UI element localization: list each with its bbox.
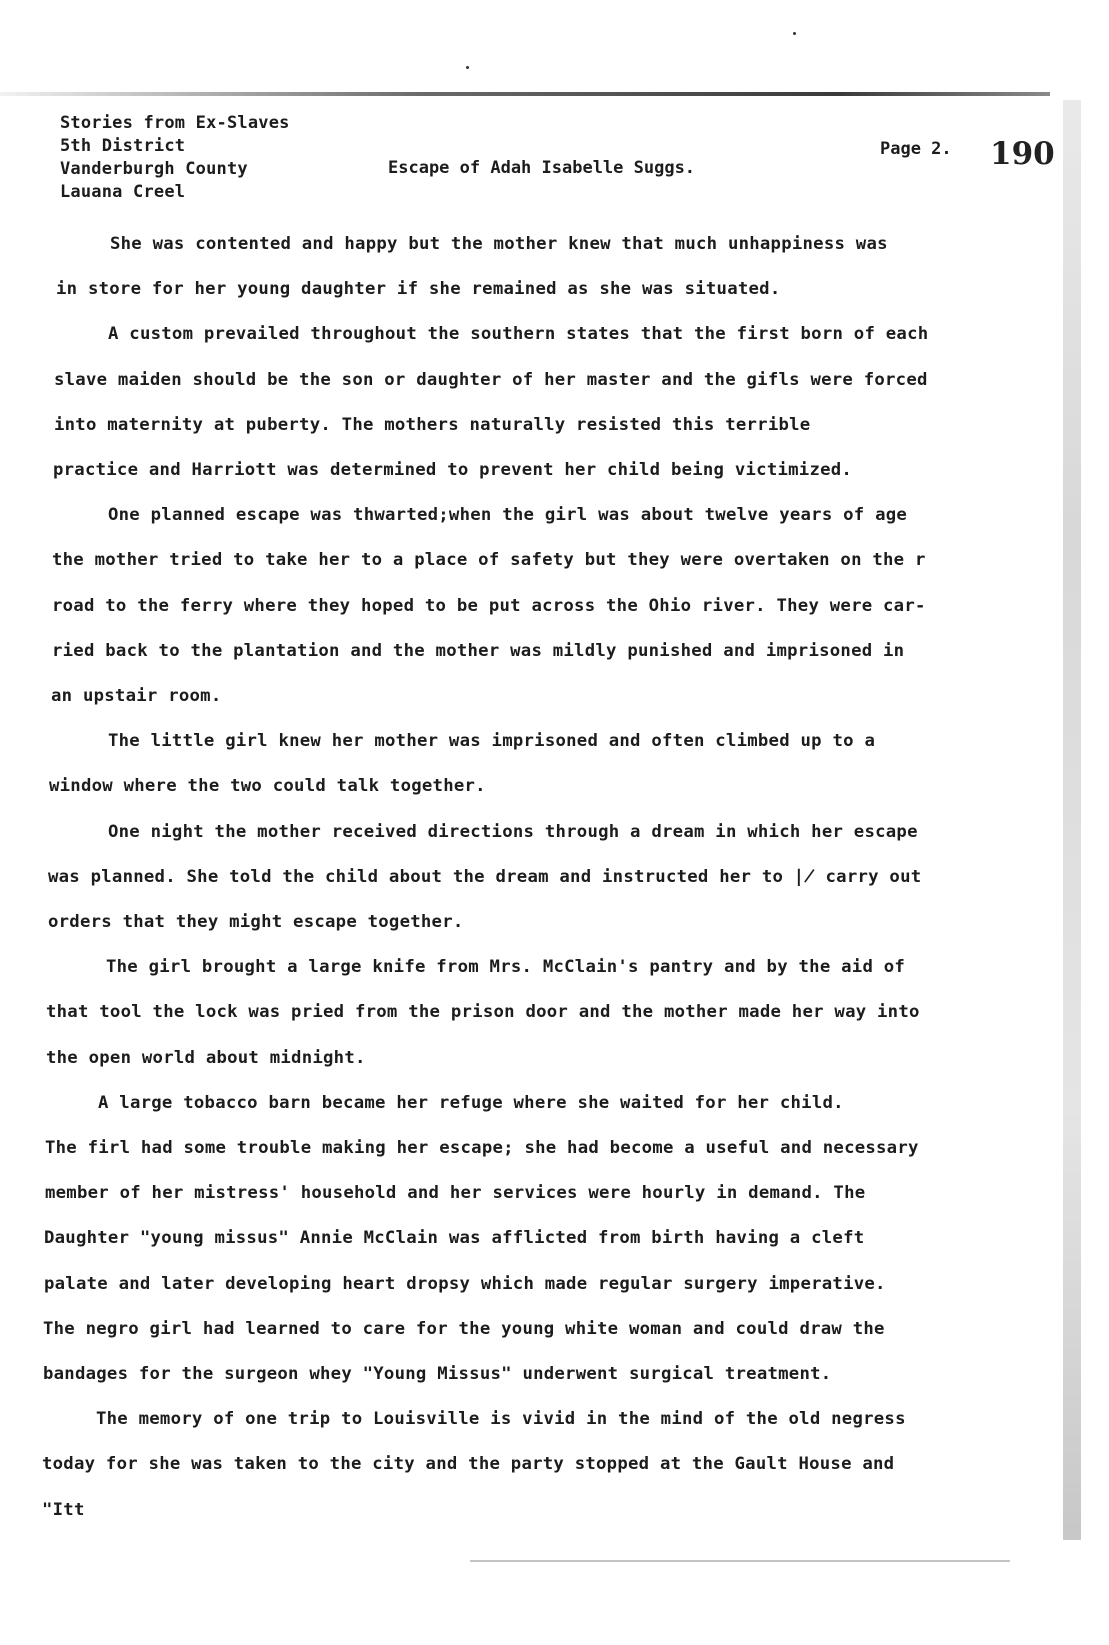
text-line: The little girl knew her mother was imprisoned and often climbed up to a bbox=[108, 731, 876, 752]
text-line: bandages for the surgeon whey "Young Missus" underwent surgical treatment. bbox=[43, 1364, 832, 1385]
text-line: slave maiden should be the son or daughter of her master and the gifls were forced bbox=[54, 369, 928, 390]
text-line: palate and later developing heart dropsy which made regular surgery imperative. bbox=[44, 1273, 886, 1294]
scan-speck bbox=[793, 32, 796, 35]
page-number-label: Page 2. bbox=[880, 139, 952, 159]
page-right-edge bbox=[1063, 100, 1081, 1540]
text-line: member of her mistress' household and her services were hourly in demand. The bbox=[45, 1183, 866, 1204]
text-line: A large tobacco barn became her refuge where she waited for her child. bbox=[98, 1092, 844, 1113]
text-line: One planned escape was thwarted;when the girl was about twelve years of age bbox=[108, 505, 908, 526]
body-text bbox=[42, 222, 1018, 1533]
page-top-edge bbox=[0, 92, 1050, 96]
text-line: in store for her young daughter if she remained as she was situated. bbox=[56, 279, 781, 300]
document-title: Escape of Adah Isabelle Suggs. bbox=[388, 158, 696, 178]
header-line-district: 5th District bbox=[60, 136, 186, 156]
text-line: practice and Harriott was determined to prevent her child being victimized. bbox=[53, 460, 853, 481]
scan-speck bbox=[466, 66, 469, 69]
text-line: The girl brought a large knife from Mrs. McClain's pantry and by the aid of bbox=[106, 957, 906, 978]
text-line: Daughter "young missus" Annie McClain was afflicted from birth having a cleft bbox=[44, 1228, 865, 1249]
page-stamp-number: 190 bbox=[990, 136, 1055, 172]
text-line: The memory of one trip to Louisville is vivid in the mind of the old negress bbox=[96, 1409, 906, 1430]
text-line: road to the ferry where they hoped to be put across the Ohio river. They were car- bbox=[52, 595, 926, 616]
page-bottom-edge bbox=[470, 1560, 1010, 1562]
header-line-author: Lauana Creel bbox=[60, 182, 186, 202]
text-line: orders that they might escape together. bbox=[48, 912, 464, 933]
text-line: The firl had some trouble making her escape; she had become a useful and necessary bbox=[45, 1138, 919, 1159]
text-line: today for she was taken to the city and the party stopped at the Gault House and bbox=[42, 1454, 895, 1475]
text-line: "Itt bbox=[42, 1499, 85, 1520]
text-line: an upstair room. bbox=[51, 686, 222, 707]
text-line: the open world about midnight. bbox=[46, 1047, 366, 1068]
text-line: The negro girl had learned to care for the young white woman and could draw the bbox=[43, 1318, 885, 1339]
text-line: into maternity at puberty. The mothers naturally resisted this terrible bbox=[54, 414, 811, 435]
text-line: She was contented and happy but the mother knew that much unhappiness was bbox=[110, 234, 888, 254]
text-line: A custom prevailed throughout the southern states that the first born of each bbox=[108, 324, 929, 345]
header-line-county: Vanderburgh County bbox=[60, 159, 248, 179]
header-block bbox=[60, 112, 290, 204]
text-line: window where the two could talk together. bbox=[49, 776, 486, 797]
header-line-collection: Stories from Ex-Slaves bbox=[60, 113, 290, 133]
text-line: that tool the lock was pried from the prison door and the mother made her way into bbox=[46, 1002, 920, 1023]
text-line: One night the mother received directions through a dream in which her escape bbox=[108, 821, 918, 842]
text-line: was planned. She told the child about the dream and instructed her to ∤ carry out bbox=[48, 866, 922, 887]
text-line: ried back to the plantation and the mother was mildly punished and imprisoned in bbox=[52, 640, 905, 661]
text-line: the mother tried to take her to a place of safety but they were overtaken on the r bbox=[52, 550, 926, 571]
